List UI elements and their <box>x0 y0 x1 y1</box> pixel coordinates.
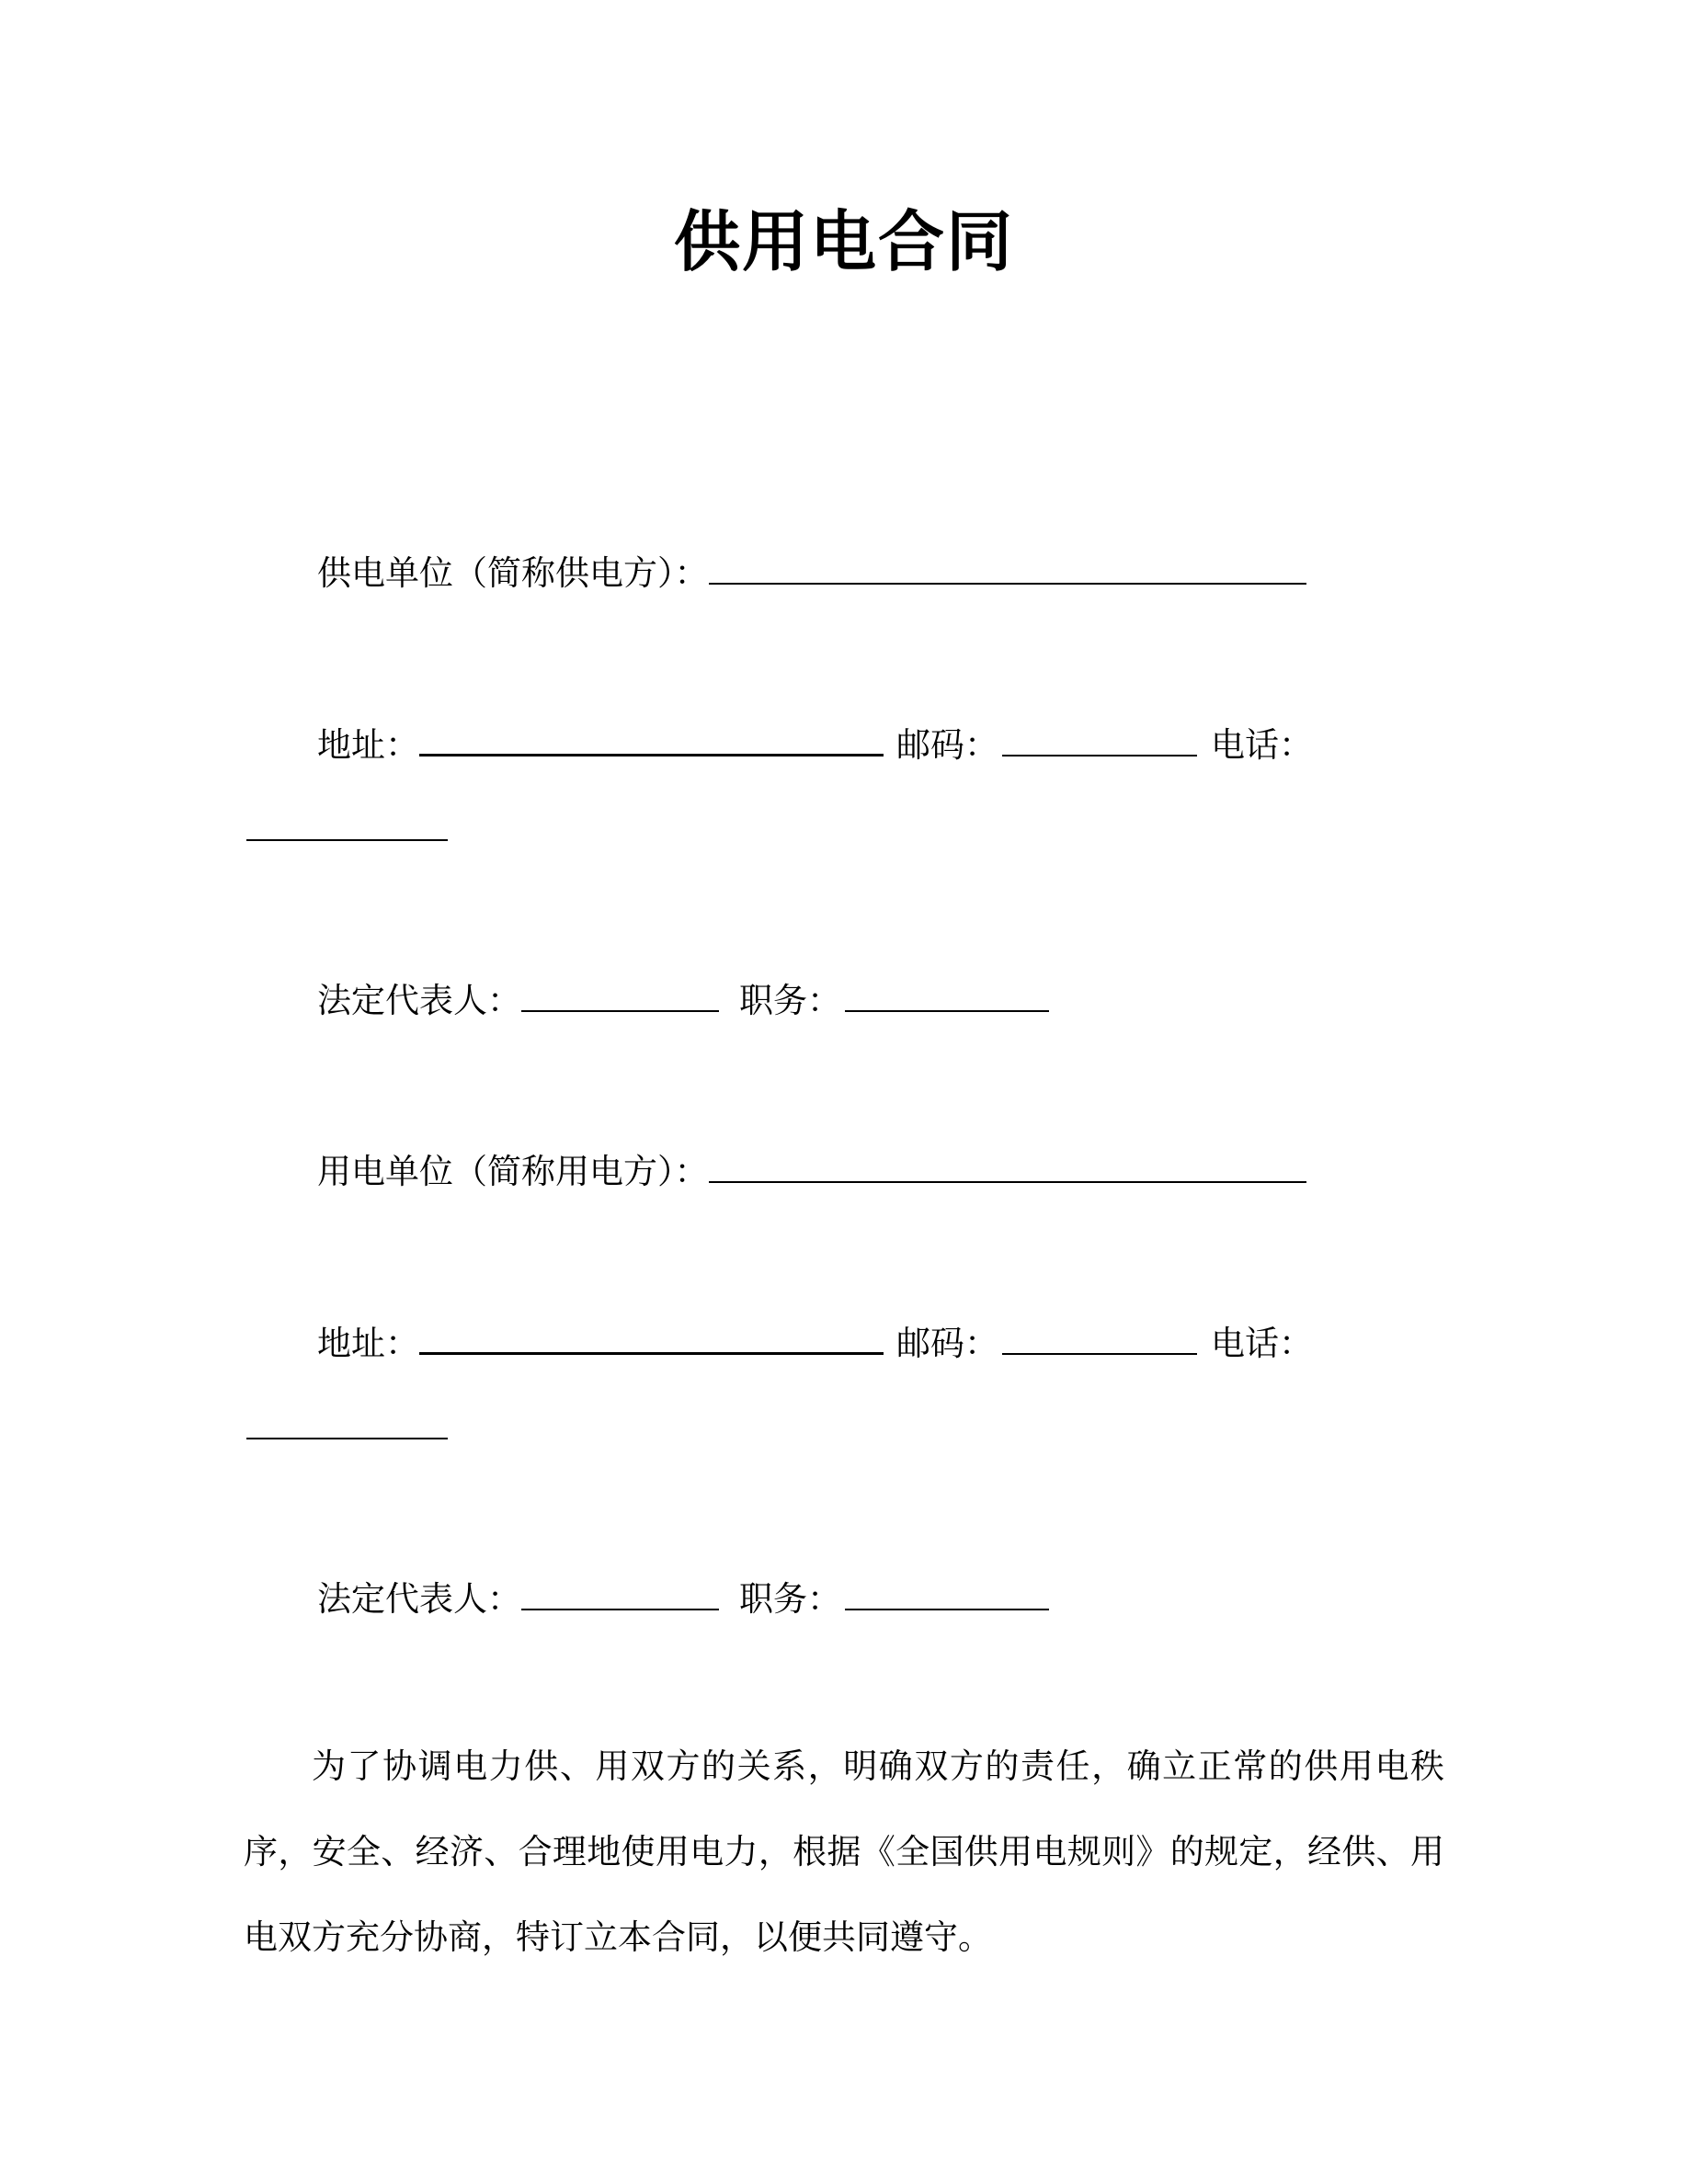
supply-postcode-blank-field <box>1002 720 1197 756</box>
use-unit-blank-field <box>709 1146 1306 1183</box>
document-title: 供用电合同 <box>673 206 1014 279</box>
supply-unit-row <box>244 548 1443 596</box>
use-phone-label: 电话： <box>1211 1325 1313 1363</box>
use-unit-row <box>244 1146 1443 1194</box>
use-address-row <box>244 1317 1443 1366</box>
supply-postcode-label: 邮码： <box>896 727 998 765</box>
supply-phone-label: 电话： <box>1211 727 1313 765</box>
supply-position-blank-field <box>845 975 1049 1012</box>
use-legal-rep-label: 法定代表人： <box>317 1581 521 1619</box>
use-address-label: 地址： <box>317 1325 419 1363</box>
use-position-label: 职务： <box>739 1581 841 1619</box>
supply-unit-blank-field <box>709 548 1306 585</box>
use-unit-label: 用电单位（简称用电方）： <box>317 1154 709 1191</box>
supply-address-row <box>244 719 1443 768</box>
supply-legal-rep-label: 法定代表人： <box>317 983 521 1020</box>
use-postcode-blank-field <box>1002 1318 1197 1355</box>
use-postcode-label: 邮码： <box>896 1325 998 1363</box>
supply-address-blank-field <box>419 719 884 756</box>
use-legal-rep-blank-field <box>521 1574 719 1610</box>
use-position-blank-field <box>845 1574 1049 1610</box>
use-address-blank-field <box>419 1317 884 1355</box>
supply-unit-label: 供电单位（简称供电方）： <box>317 555 709 593</box>
supply-phone-blank-field <box>246 804 448 841</box>
use-phone-continuation-row <box>244 1403 1443 1450</box>
supply-legal-rep-blank-field <box>521 975 719 1012</box>
supply-address-label: 地址： <box>317 727 419 765</box>
supply-position-label: 职务： <box>739 983 841 1020</box>
use-legal-rep-row <box>244 1574 1443 1621</box>
supply-phone-continuation-row <box>244 804 1443 852</box>
intro-paragraph: 为了协调电力供、用双方的关系，明确双方的责任，确立正常的供用电秩序，安全、经济、合理地使用电力，根据《全国供用电规则》的规定，经供、用电双方充分协商，特订立本合同，以便共同遵守。 <box>244 1748 1444 1957</box>
supply-legal-rep-row <box>244 975 1443 1023</box>
use-phone-blank-field <box>246 1403 448 1439</box>
